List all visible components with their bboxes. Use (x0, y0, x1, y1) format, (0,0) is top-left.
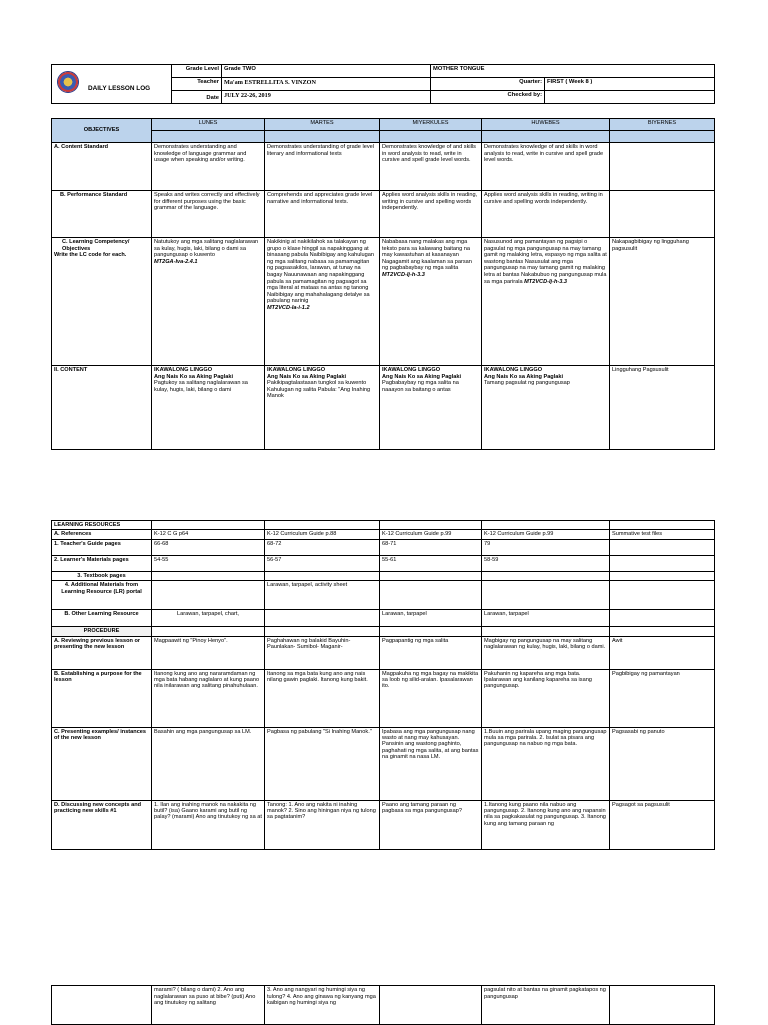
textbook-label: 3. Textbook pages (52, 571, 152, 580)
references-cell: Summative test files (610, 530, 715, 539)
content-theme: Ang Nais Ko sa Aking Paglaki (267, 373, 347, 380)
content-theme: Ang Nais Ko sa Aking Paglaki (154, 373, 234, 380)
discussing-cell: Tanong: 1. Ano ang nakita ni inahing manok? 2. Sino ang hiningan niya ng tulong sa pagtatanim? (265, 800, 380, 849)
performance-standard-label: B. Performance Standard (52, 191, 152, 238)
purpose-cell: Itanong kung ano ang nararamdaman ng mga bata habang naglalaro at kung paano nila inilarawan ang salitang pinahuhulaan. (152, 669, 265, 727)
learners-materials-cell: 54-55 (152, 555, 265, 571)
other-resources-cell: Larawan, tarpapel (482, 610, 610, 627)
performance-standard-cell: Applies word analysis skills in reading, writing in cursive and spelling words independently. (482, 191, 610, 238)
teacher-value: Ma'am ESTRELLITA S. VINZON (222, 78, 431, 91)
textbook-cell (265, 571, 380, 580)
purpose-cell: Pagbibigay ng pamantayan (610, 669, 715, 727)
content-text: Pakikipagtalastasan tungkol sa kuwento Kahulugan ng salita Pabula: "Ang Inahing Manok (267, 380, 371, 400)
continuation-cell (610, 986, 715, 1025)
procedure-header: PROCEDURE (52, 627, 152, 636)
page-title: DAILY LESSON LOG (88, 85, 151, 92)
content-standard-cell: Demonstrates knowledge of and skills in word analysis to read, write in cursive and spell grade level words. (380, 143, 482, 191)
purpose-label: B. Establishing a purpose for the lesson (52, 669, 152, 727)
references-cell: K-12 Curriculum Guide p.88 (265, 530, 380, 539)
competency-note: Write the LC code for each. (54, 252, 127, 259)
quarter-value: FIRST ( Week 8 ) (545, 78, 715, 91)
presenting-cell: Basahin ang mga pangungusap sa LM. (152, 727, 265, 800)
textbook-cell (610, 571, 715, 580)
other-resources-cell: Larawan, tarpapel (380, 610, 482, 627)
reviewing-cell: Pagpapantig ng mga salita (380, 636, 482, 669)
discussing-cell: Pagsagot sa pagsusulit (610, 800, 715, 849)
learners-materials-cell (610, 555, 715, 571)
references-cell: K-12 C G p64 (152, 530, 265, 539)
content-cell (152, 366, 265, 450)
discussing-cell: 1.Itanong kung paano nila nabuo ang pangungusap. 2. Itanong kung ano ang napansin nila sa pagkakasulat ng pangungusap. 3. Itanong kung ang tamang paraan ng (482, 800, 610, 849)
continuation-cell: 3. Ano ang nangyari ng humingi siya ng tulong? 4. Ano ang ginawa ng kanyang mga kaibigan ng humingi siya ng (265, 986, 380, 1025)
content-cell (265, 366, 380, 450)
discussing-cell: 1. Ilan ang inahing manok na nakakita ng butil? (isa) Gaano karami ang butil ng palay? (marami) Ano ang tinutukoy ng sa at (152, 800, 265, 849)
presenting-label: C. Presenting examples/ instances of the new lesson (52, 727, 152, 800)
content-cell (380, 366, 482, 450)
objectives-header: OBJECTIVES (52, 119, 152, 143)
performance-standard-cell: Applies word analysis skills in reading, writing in cursive and spelling words independently. (380, 191, 482, 238)
additional-materials-cell (482, 581, 610, 610)
content-cell (610, 366, 715, 450)
purpose-cell: Pakuhanin ng kapareha ang mga bata. Ipalarawan ang kanilang kapareha sa isang pangungusap. (482, 669, 610, 727)
competency-cell (380, 238, 482, 366)
performance-standard-cell (610, 191, 715, 238)
learners-materials-cell: 55-61 (380, 555, 482, 571)
competency-code: MT2VCD-Ij-h-3.3 (382, 271, 425, 278)
content-text: Pagbabaybay ng mga salita na naaayon sa baitang o antas (382, 380, 459, 393)
performance-standard-cell: Comprehends and appreciates grade level narrative and informational texts. (265, 191, 380, 238)
content-theme: Ang Nais Ko sa Aking Paglaki (484, 373, 564, 380)
additional-materials-cell (610, 581, 715, 610)
content-text: Lingguhang Pagsusulit (612, 367, 669, 373)
day-header-huwebes: HUWEBES (482, 119, 610, 131)
textbook-cell (380, 571, 482, 580)
reviewing-cell: Magpaawit ng "Pinoy Henyo". (152, 636, 265, 669)
logo-cell (52, 65, 172, 104)
content-cell (482, 366, 610, 450)
purpose-cell: Magpakuha ng mga bagay na makikita sa loob ng silid-aralan. Ipasalarawan ito. (380, 669, 482, 727)
checked-by-value (545, 91, 715, 104)
learners-materials-cell: 56-57 (265, 555, 380, 571)
presenting-cell: Pagsasabi ng panuto (610, 727, 715, 800)
day-header-lunes: LUNES (152, 119, 265, 131)
date-value: JULY 22-26, 2019 (222, 91, 431, 104)
continuation-cell: marami? ( bilang o dami) 2. Ano ang naglalarawan sa puso at bibe? (puti) Ano ang tinutukoy ng salitang (152, 986, 265, 1025)
presenting-cell: Ipabasa ang mga pangungusap nang wasto at nang may kahusayan. Pansinin ang wastong paghinto, paghahati ng mga salita, at ang bantas na ginamit na nasa LM. (380, 727, 482, 800)
reviewing-cell: Magbigay ng pangungusap na may salitang naglalarawan ng kulay, hugis, laki, bilang o dami. (482, 636, 610, 669)
subject-value: MOTHER TONGUE (431, 65, 715, 78)
learning-resources-table (51, 520, 715, 850)
competency-code: MT2VCD-Ij-h-3.3 (524, 278, 568, 285)
teachers-guide-cell: 68-72 (265, 539, 380, 555)
learning-resources-header: LEARNING RESOURCES (52, 521, 152, 530)
teachers-guide-cell: 68-71 (380, 539, 482, 555)
textbook-cell (152, 571, 265, 580)
continuation-table (51, 985, 715, 1025)
competency-text: Nakikinig at nakikilahok sa talakayan ng grupo o klase hinggil sa napakinggang at binasang pabula Naibibigay ang kahulugan ng mga salitang nabasa sa pamamagitan ng pagsasakilos, larawan, at tunay na bagay Nauunawaan ang napakinggang pabula sa pamamagitan ng pagsagot sa mga literal at mataas na antas ng tanong Naibibigay ang mahahalagang detalye sa pabulang narinig (267, 239, 374, 305)
teachers-guide-cell (610, 539, 715, 555)
competency-cell (265, 238, 380, 366)
content-label: II. CONTENT (52, 366, 152, 450)
quarter-label: Quarter: (431, 78, 545, 91)
content-standard-cell (610, 143, 715, 191)
competency-text: Nababasa nang malakas ang mga teksto para sa kalawang baitang na may kawastuhan at kasanayan Nagagamit ang kaalaman sa parsan ng pagbabaybay ng mga salita (382, 239, 472, 272)
other-resources-cell (610, 610, 715, 627)
competency-cell (152, 238, 265, 366)
content-text: Pagtukoy sa salitang naglalarawan sa kulay, hugis, laki, bilang o dami (154, 380, 248, 393)
competency-text: Nakapagbibigay ng lingguhang pagsusulit (612, 239, 689, 252)
performance-standard-cell: Speaks and writes correctly and effectively for different purposes using the basic grammar of the language. (152, 191, 265, 238)
header-table (51, 64, 715, 104)
teachers-guide-cell: 66-68 (152, 539, 265, 555)
other-resources-cell: Larawan, tarpapel, chart, (152, 610, 265, 627)
textbook-cell (482, 571, 610, 580)
learners-materials-cell: 58-59 (482, 555, 610, 571)
teachers-guide-cell: 79 (482, 539, 610, 555)
content-week: IKAWALONG LINGGO (484, 367, 543, 373)
purpose-cell: Itanong sa mga bata kung ano ang nais nilang gawin paglaki. Itanong kung bakit. (265, 669, 380, 727)
competency-text: Nasusunod ang pamantayan ng pagsipi o pagsulat ng mga pangungusap na may tamang gamit ng malaking letra, espasyo ng mga salita at wastong bantas Nasusulat ang mga pangungusap na may tamang gamit ng malaking letra at bantas Nakabubuo ng pangungusap mula sa mga parirala (484, 239, 607, 285)
discussing-cell: Paano ang tamang paraan ng pagbasa sa mga pangungusap? (380, 800, 482, 849)
checked-by-label: Checked by: (431, 91, 545, 104)
references-cell: K-12 Curriculum Guide p.99 (380, 530, 482, 539)
content-standard-cell: Demonstrates understanding and knowledge of language grammar and usage when speaking and/or writing. (152, 143, 265, 191)
competency-label: C. Learning Competency/ Objectives (62, 239, 130, 252)
additional-materials-cell: Larawan, tarpapel, activity sheet (265, 581, 380, 610)
additional-materials-label: 4. Additional Materials from Learning Resource (LR) portal (52, 581, 152, 610)
other-resources-label: B. Other Learning Resource (52, 610, 152, 627)
day-header-miyerkules: MIYERKULES (380, 119, 482, 131)
deped-seal-icon (57, 71, 79, 93)
objectives-table (51, 118, 715, 450)
content-week: IKAWALONG LINGGO (382, 367, 441, 373)
content-theme: Ang Nais Ko sa Aking Paglaki (382, 373, 462, 380)
competency-label-cell (52, 238, 152, 366)
content-week: IKAWALONG LINGGO (154, 367, 213, 373)
discussing-label: D. Discussing new concepts and practicing new skills #1 (52, 800, 152, 849)
reviewing-cell: Paghahawan ng balakid Bayuhin- Paunlakan- Sumibol- Maganir- (265, 636, 380, 669)
day-header-martes: MARTES (265, 119, 380, 131)
content-standard-cell: Demonstrates knowledge of and skills in word analysis to read, write in cursive and spell grade level words. (482, 143, 610, 191)
references-cell: K-12 Curriculum Guide p.99 (482, 530, 610, 539)
competency-text: Natutukoy ang mga salitang naglalarawan sa kulay, hugis, laki, bilang o dami sa pangungusap o kuwento (154, 239, 259, 259)
teachers-guide-label: 1. Teacher's Guide pages (52, 539, 152, 555)
continuation-cell (380, 986, 482, 1025)
additional-materials-cell (380, 581, 482, 610)
presenting-cell: Pagbasa ng pabulang "Si Inahing Manok." (265, 727, 380, 800)
additional-materials-cell (152, 581, 265, 610)
competency-cell (482, 238, 610, 366)
grade-level-label: Grade Level (172, 65, 222, 78)
learners-materials-label: 2. Learner's Materials pages (52, 555, 152, 571)
content-standard-cell: Demonstrates understanding of grade level literary and informational texts (265, 143, 380, 191)
continuation-cell: pagsulat nito at bantas na ginamit pagkatapos ng pangungusap (482, 986, 610, 1025)
content-standard-label: A. Content Standard (52, 143, 152, 191)
content-week: IKAWALONG LINGGO (267, 367, 326, 373)
competency-code: MT2GA-Iva-2.4.1 (154, 258, 198, 265)
references-label: A. References (52, 530, 152, 539)
competency-cell (610, 238, 715, 366)
reviewing-label: A. Reviewing previous lesson or presenting the new lesson (52, 636, 152, 669)
grade-level-value: Grade TWO (222, 65, 431, 78)
continuation-cell (52, 986, 152, 1025)
date-label: Date (172, 91, 222, 104)
day-header-biyernes: BIYERNES (610, 119, 715, 131)
reviewing-cell: Awit (610, 636, 715, 669)
content-text: Tamang pagsulat ng pangungusap (484, 380, 570, 387)
other-resources-cell (265, 610, 380, 627)
teacher-label: Teacher (172, 78, 222, 91)
competency-code: MT2VCD-Ia-i-1.2 (267, 304, 310, 311)
presenting-cell: 1.Buuin ang parirala upang maging pangungusap mula sa mga parirala. 2. Isulat sa pisara ang pangungusap na nabuo ng mga bata. (482, 727, 610, 800)
